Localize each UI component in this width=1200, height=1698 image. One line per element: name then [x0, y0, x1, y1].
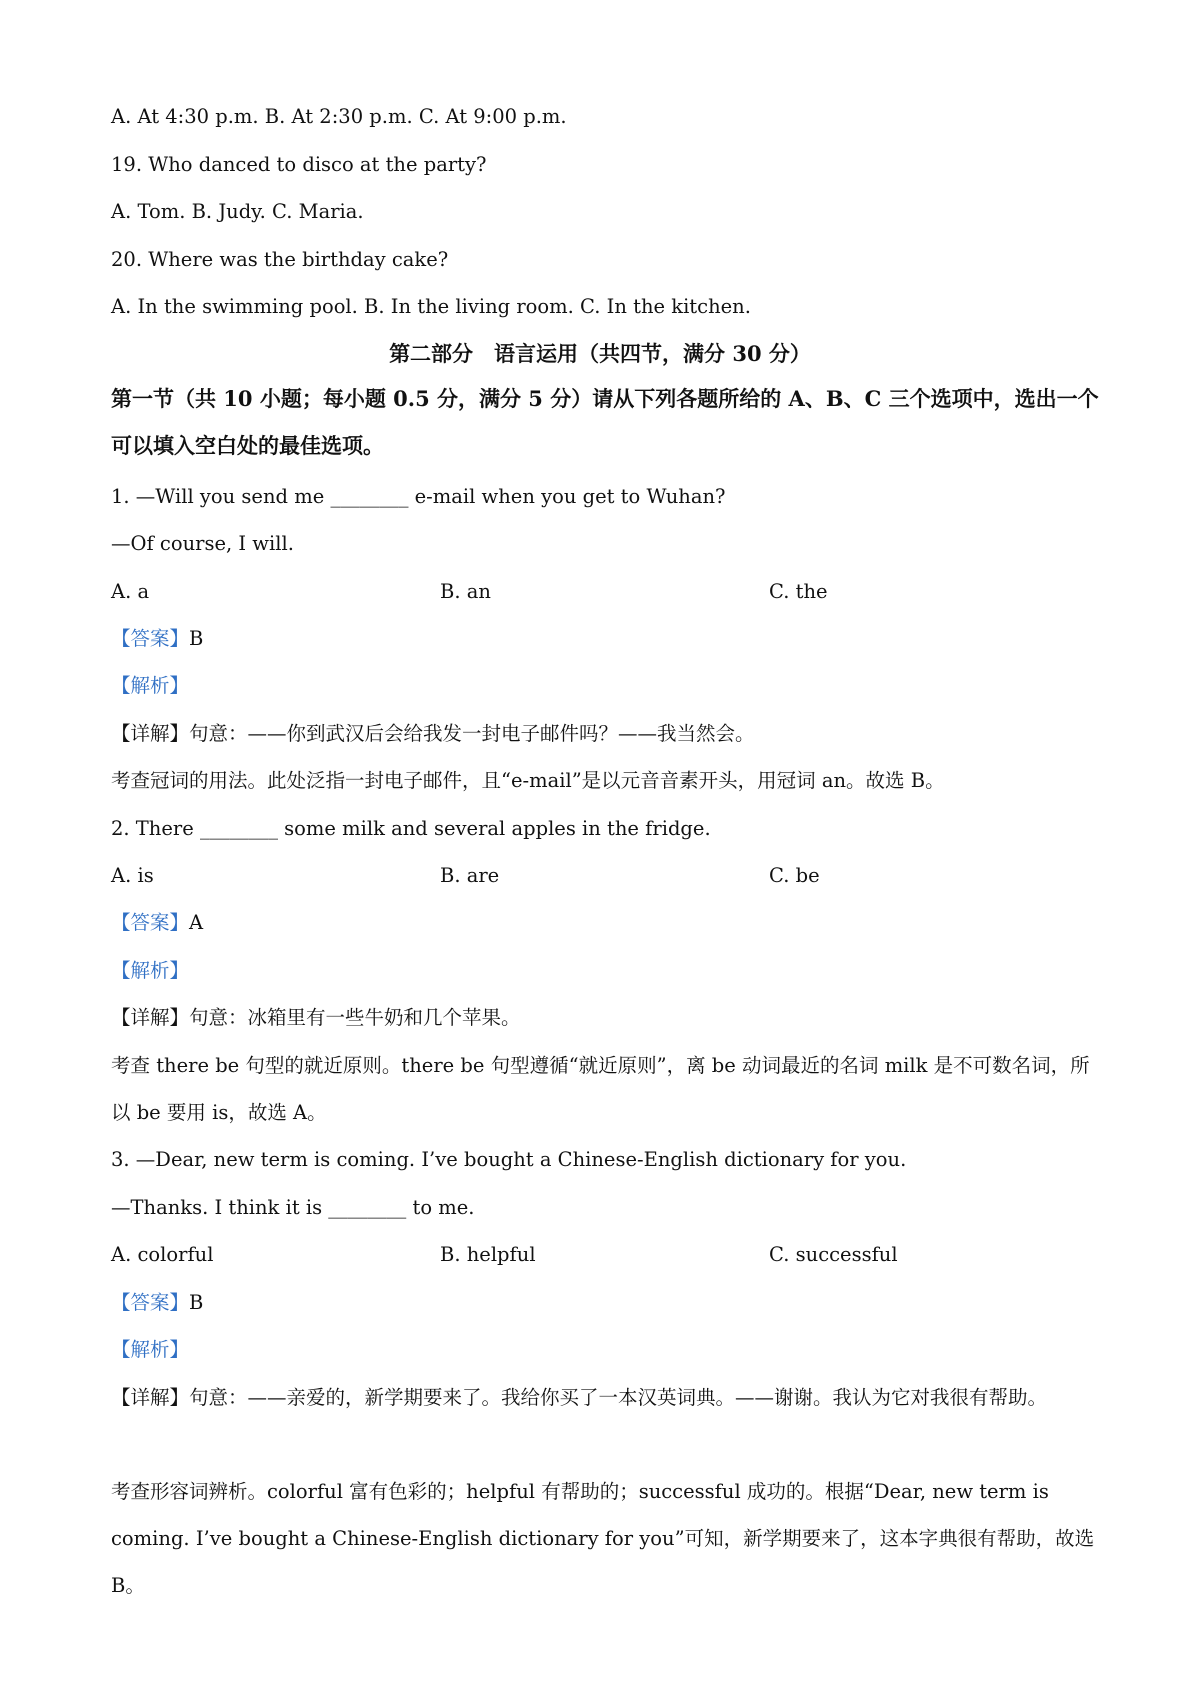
section1-description: 第一节（共 10 小题；每小题 0.5 分，满分 5 分）请从下列各题所给的 A、B、C 三个选项中，选出一个可以填入空白处的最佳选项。	[111, 386, 1099, 458]
q18-options: A. At 4:30 p.m. B. At 2:30 p.m. C. At 9:00 p.m.	[111, 105, 567, 128]
q3-analysis-label: 【解析】	[111, 1338, 190, 1361]
q2-stem: 2. There ________ some milk and several apples in the fridge.	[111, 817, 711, 840]
q2-explanation: 考查 there be 句型的就近原则。there be 句型遵循“就近原则”，离 be 动词最近的名词 milk 是不可数名词，所以 be 要用 is，故选 A。	[111, 1054, 1090, 1124]
q1-option-b: B. an	[440, 580, 491, 603]
q3-detail: 句意：——亲爱的，新学期要来了。我给你买了一本汉英词典。——谢谢。我认为它对我很有帮助。	[189, 1386, 1048, 1409]
detail-label: 【详解】	[111, 1386, 190, 1409]
detail-label: 【详解】	[111, 1006, 190, 1029]
q1-explanation: 考查冠词的用法。此处泛指一封电子邮件，且“e-mail”是以元音音素开头，用冠词 an。故选 B。	[111, 769, 945, 792]
part2-title: 第二部分 语言运用（共四节，满分 30 分）	[389, 341, 811, 366]
q2-detail-row	[111, 1004, 1101, 1032]
q2-answer: A	[189, 911, 204, 934]
q2-detail: 句意：冰箱里有一些牛奶和几个苹果。	[189, 1006, 521, 1029]
q1-analysis-label: 【解析】	[111, 674, 190, 697]
q3-explanation: 考查形容词辨析。colorful 富有色彩的；helpful 有帮助的；successful 成功的。根据“Dear, new term is coming. I’ve bought a Chinese-English dictionary for you”可知，新学期要来了，这本字典很有帮助，故选 B。	[111, 1480, 1095, 1597]
q1-detail-row	[111, 720, 1101, 748]
q2-option-c: C. be	[769, 864, 820, 887]
q19-options: A. Tom. B. Judy. C. Maria.	[111, 200, 364, 223]
answer-label: 【答案】	[111, 627, 190, 650]
q20-options: A. In the swimming pool. B. In the living room. C. In the kitchen.	[111, 295, 751, 318]
answer-label: 【答案】	[111, 911, 190, 934]
q3-option-c: C. successful	[769, 1243, 898, 1266]
q3-option-b: B. helpful	[440, 1243, 536, 1266]
q1-reply: —Of course, I will.	[111, 532, 294, 555]
q3-detail-row	[111, 1374, 1101, 1421]
q3-reply: —Thanks. I think it is ________ to me.	[111, 1196, 475, 1219]
answer-label: 【答案】	[111, 1291, 190, 1314]
q19-question: 19. Who danced to disco at the party?	[111, 153, 487, 176]
q1-option-a: A. a	[111, 580, 150, 603]
q2-analysis-label: 【解析】	[111, 959, 190, 982]
q1-detail: 句意：——你到武汉后会给我发一封电子邮件吗？——我当然会。	[189, 722, 755, 745]
q1-option-c: C. the	[769, 580, 828, 603]
q3-option-a: A. colorful	[111, 1243, 214, 1266]
q20-question: 20. Where was the birthday cake?	[111, 248, 449, 271]
q2-option-a: A. is	[111, 864, 154, 887]
q3-answer: B	[189, 1291, 204, 1314]
q1-stem: 1. —Will you send me ________ e-mail when you get to Wuhan?	[111, 485, 726, 508]
q2-answer-row	[111, 909, 1101, 937]
detail-label: 【详解】	[111, 722, 190, 745]
q1-answer-row	[111, 625, 1101, 653]
q3-stem: 3. —Dear, new term is coming. I’ve bought a Chinese-English dictionary for you.	[111, 1148, 907, 1171]
q2-option-b: B. are	[440, 864, 500, 887]
q1-answer: B	[189, 627, 204, 650]
q3-answer-row	[111, 1289, 1101, 1317]
